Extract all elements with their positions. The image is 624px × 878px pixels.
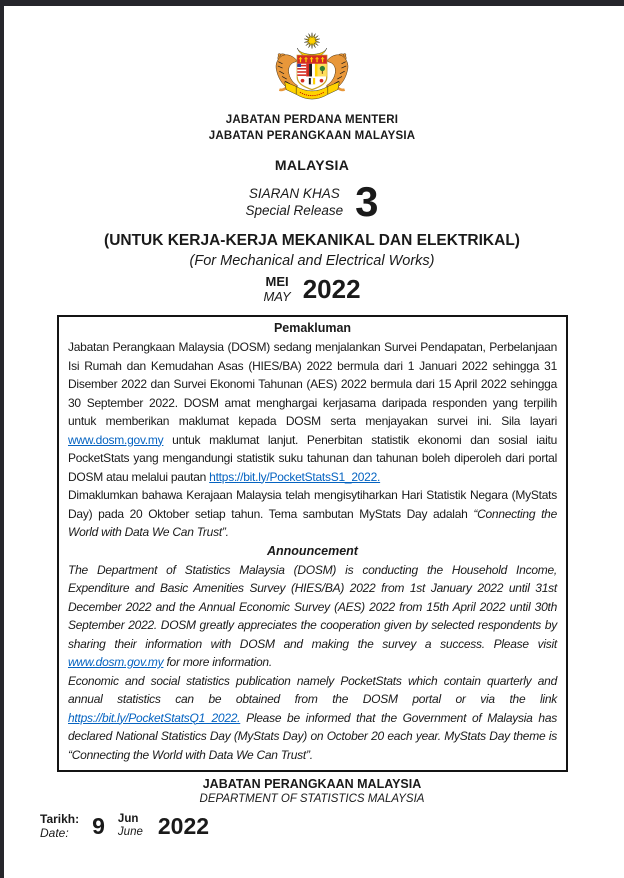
release-label-ms: SIARAN KHAS: [248, 186, 340, 201]
text-segment: for more information.: [163, 655, 272, 669]
department-line-2: JABATAN PERANGKAAN MALAYSIA: [208, 130, 416, 142]
country-title: MALAYSIA: [274, 157, 350, 173]
department-line-1: JABATAN PERDANA MENTERI: [225, 114, 399, 126]
document-header: [0, 28, 624, 304]
reference-year: 2022: [302, 274, 361, 304]
release-number: 3: [355, 178, 379, 225]
release-year: 2022: [157, 812, 210, 839]
notice-paragraph-en-1: [68, 561, 557, 672]
hyperlink[interactable]: https://bit.ly/PocketStatsQ1_2022.: [68, 710, 241, 725]
release-label-en: Special Release: [245, 203, 344, 218]
subject-title-en: (For Mechanical and Electrical Works): [189, 253, 435, 269]
date-label-ms: Tarikh:: [40, 812, 80, 826]
release-date-block: [40, 812, 624, 840]
text-segment: Jabatan Perangkaan Malaysia (DOSM) sedang menjalankan Survei Pendapatan, Perbelanjaan Isi Rumah dan Kemudahan Asas (HIES/BA) 2022 bermula dari 1 Januari 2022 sehingga 31 Disember 2022 dan Survei Ekonomi Tahunan (AES) 2022 bermula dari 15 April 2022 sehingga 30 September 2022. DOSM amat menghargai kerjasama daripada responden yang terpilih untuk memberikan maklumat kepada DOSM serta menjayakan survei ini. Sila layari: [68, 340, 557, 428]
text-segment: “Connecting the World with Data We Can Trust”.: [68, 506, 557, 539]
date-label-en: Date:: [40, 826, 69, 840]
document-footer: [0, 776, 624, 840]
issuer-org-en: DEPARTMENT OF STATISTICS MALAYSIA: [199, 793, 425, 805]
text-segment: Economic and social statistics publication namely PocketStats which contain quarterly and annual statistics can be obtained from the DOSM portal or via the link: [68, 673, 557, 706]
page-edge-left: [0, 0, 4, 878]
malaysia-coat-of-arms-icon: [0, 28, 624, 112]
notice-title-ms: Pemakluman: [273, 321, 352, 335]
month-ms: MEI: [265, 274, 289, 289]
notice-box: [57, 315, 568, 772]
text-segment: Dimaklumkan bahawa Kerajaan Malaysia telah mengisytiharkan Hari Statistik Negara (MyStats Day) pada 20 Oktober setiap tahun. Tema sambutan MyStats Day adalah: [68, 488, 557, 521]
release-month-en: June: [117, 826, 143, 838]
page-edge-top: [0, 0, 624, 6]
hyperlink[interactable]: www.dosm.gov.my: [68, 655, 164, 669]
hyperlink[interactable]: https://bit.ly/PocketStatsS1_2022.: [209, 469, 381, 484]
subject-title-ms: (UNTUK KERJA-KERJA MEKANIKAL DAN ELEKTRIKAL): [104, 232, 520, 249]
text-segment: untuk maklumat lanjut. Penerbitan statistik ekonomi dan sosial iaitu PocketStats yang mengandungi statistik suku tahunan dan tahunan boleh diperoleh dari portal DOSM atau melalui pautan: [68, 432, 557, 484]
notice-paragraph-en-2: [68, 672, 557, 765]
issuer-org-ms: JABATAN PERANGKAAN MALAYSIA: [202, 777, 422, 791]
release-day: 9: [92, 812, 105, 839]
hyperlink[interactable]: www.dosm.gov.my: [68, 432, 164, 447]
notice-paragraph-ms-1: [68, 338, 557, 486]
text-segment: Please be informed that the Government of Malaysia has declared National Statistics Day (MyStats Day) on October 20 each year. MyStats Day theme is “Connecting the World with Data We Can Trust”.: [68, 710, 557, 762]
notice-title-en: Announcement: [267, 543, 358, 558]
month-en: MAY: [263, 289, 291, 304]
notice-paragraph-ms-2: [68, 486, 557, 542]
release-block: [245, 178, 379, 225]
text-segment: The Department of Statistics Malaysia (DOSM) is conducting the Household Income, Expenditure and Basic Amenities Survey (HIES/BA) 2022 from 1st January 2022 until 31st December 2022 and the Annual Economic Survey (AES) 2022 from 15th April 2022 until 30th September 2022. DOSM greatly appreciates the cooperation given by selected respondents by sharing their information with DOSM and making the survey a success. Please visit: [68, 562, 557, 651]
reference-period: [263, 274, 360, 304]
release-month-ms: Jun: [117, 813, 139, 825]
